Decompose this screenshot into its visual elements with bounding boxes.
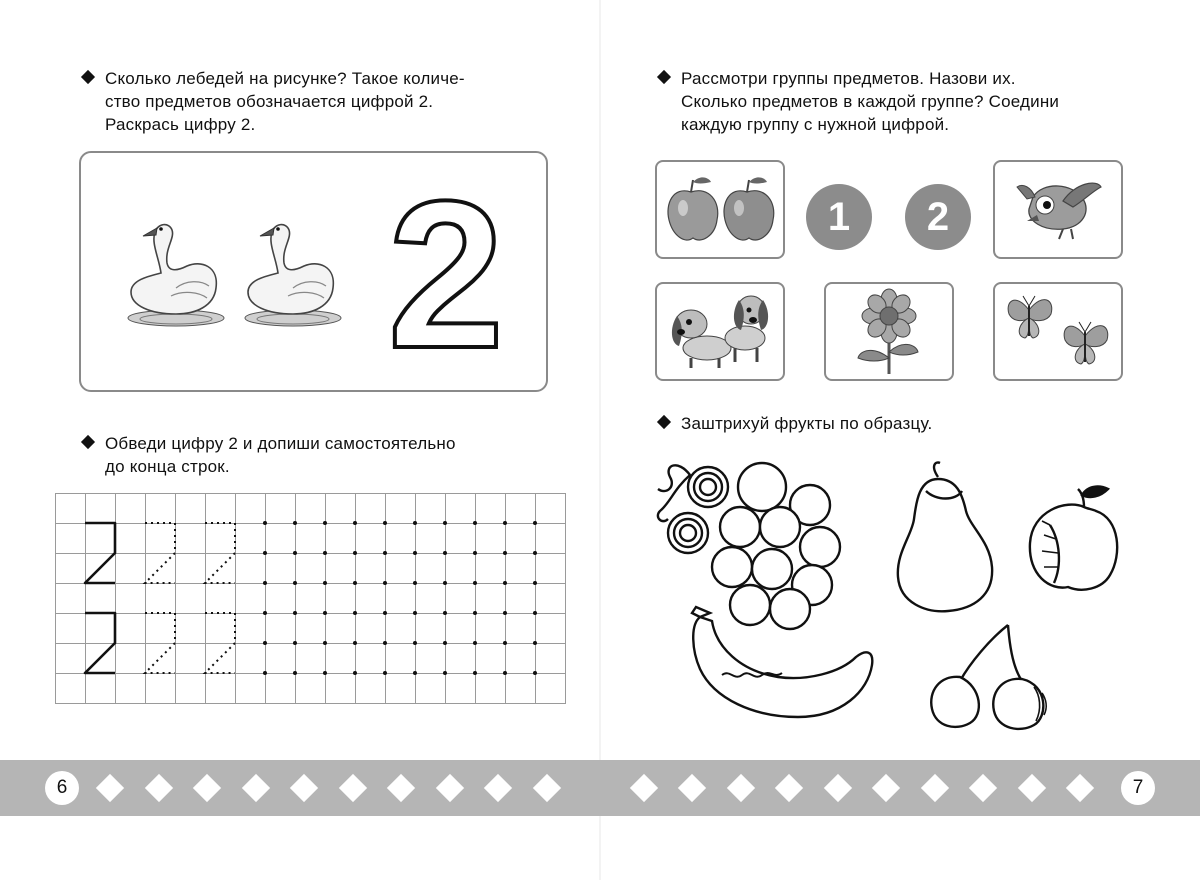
sample-digit-2 bbox=[85, 613, 115, 673]
guide-dot bbox=[353, 641, 357, 645]
guide-dot bbox=[383, 581, 387, 585]
guide-dot bbox=[443, 611, 447, 615]
pear-icon bbox=[898, 463, 992, 612]
guide-dot bbox=[413, 551, 417, 555]
task-text: Заштрихуй фрукты по образцу. bbox=[681, 414, 933, 433]
guide-dot bbox=[413, 581, 417, 585]
task-text: Обведи цифру 2 и допиши самостоятельно до конца строк. bbox=[105, 434, 456, 476]
footer-diamond bbox=[96, 774, 124, 802]
butterfly-icon bbox=[999, 290, 1117, 374]
guide-dot bbox=[533, 611, 537, 615]
guide-dot bbox=[293, 611, 297, 615]
grapes-icon bbox=[658, 463, 840, 629]
guide-dot bbox=[473, 551, 477, 555]
footer-diamond bbox=[290, 774, 318, 802]
guide-dot bbox=[263, 551, 267, 555]
task-trace-digit bbox=[105, 432, 525, 478]
card-apples[interactable] bbox=[655, 160, 785, 259]
guide-dot bbox=[533, 521, 537, 525]
footer-band bbox=[0, 760, 1200, 816]
page-number-right: 7 bbox=[1121, 771, 1155, 805]
card-bird[interactable] bbox=[993, 160, 1123, 259]
footer-diamond bbox=[484, 774, 512, 802]
guide-dot bbox=[263, 521, 267, 525]
footer-diamond bbox=[872, 774, 900, 802]
guide-dot bbox=[263, 641, 267, 645]
guide-dot bbox=[533, 641, 537, 645]
footer-diamond bbox=[532, 774, 560, 802]
guide-dot bbox=[473, 581, 477, 585]
guide-dot bbox=[413, 641, 417, 645]
guide-dot bbox=[353, 671, 357, 675]
guide-dot bbox=[353, 521, 357, 525]
right-page bbox=[600, 0, 1200, 880]
guide-dot bbox=[383, 641, 387, 645]
footer-diamond bbox=[338, 774, 366, 802]
guide-dot bbox=[353, 581, 357, 585]
guide-dot bbox=[263, 671, 267, 675]
footer-diamond bbox=[629, 774, 657, 802]
guide-dot bbox=[473, 641, 477, 645]
guide-dot bbox=[443, 581, 447, 585]
footer-diamond bbox=[144, 774, 172, 802]
footer-diamond bbox=[920, 774, 948, 802]
dog-icon bbox=[665, 288, 777, 374]
swan-icon bbox=[238, 218, 348, 330]
guide-dot bbox=[443, 641, 447, 645]
digit-circle-1[interactable]: 1 bbox=[806, 184, 872, 250]
guide-dot bbox=[503, 551, 507, 555]
footer-diamond bbox=[193, 774, 221, 802]
guide-dot bbox=[533, 581, 537, 585]
card-dogs[interactable] bbox=[655, 282, 785, 381]
guide-dot bbox=[293, 521, 297, 525]
guide-dot bbox=[383, 551, 387, 555]
guide-dot bbox=[413, 671, 417, 675]
footer-diamond bbox=[823, 774, 851, 802]
guide-dot bbox=[293, 671, 297, 675]
cherries-icon bbox=[931, 625, 1046, 729]
guide-dot bbox=[293, 641, 297, 645]
guide-dot bbox=[473, 521, 477, 525]
guide-dot bbox=[323, 611, 327, 615]
apple-icon bbox=[663, 174, 775, 246]
guide-dot bbox=[443, 551, 447, 555]
footer-diamond bbox=[726, 774, 754, 802]
guide-dot bbox=[503, 611, 507, 615]
digit-circle-2[interactable]: 2 bbox=[905, 184, 971, 250]
task-text: Рассмотри группы предметов. Назови их. Сколько предметов в каждой группе? Соедини каждую группу с нужной цифрой. bbox=[681, 69, 1060, 134]
bird-icon bbox=[1013, 177, 1105, 243]
big-digit-2: 2 bbox=[387, 185, 505, 360]
guide-dot bbox=[293, 551, 297, 555]
page-number-left: 6 bbox=[45, 771, 79, 805]
guide-dot bbox=[533, 671, 537, 675]
bullet-diamond bbox=[81, 435, 95, 449]
card-butterflies[interactable] bbox=[993, 282, 1123, 381]
card-flower[interactable] bbox=[824, 282, 954, 381]
guide-dot bbox=[383, 671, 387, 675]
guide-dot bbox=[353, 551, 357, 555]
footer-diamond bbox=[678, 774, 706, 802]
dotted-digit-2-group bbox=[145, 523, 235, 673]
guide-dot bbox=[323, 671, 327, 675]
guide-dot bbox=[503, 521, 507, 525]
guide-dot bbox=[323, 581, 327, 585]
guide-dot bbox=[383, 521, 387, 525]
bullet-diamond bbox=[657, 70, 671, 84]
task-match-groups bbox=[681, 67, 1121, 136]
guide-dot bbox=[263, 611, 267, 615]
footer-diamond bbox=[435, 774, 463, 802]
guide-dot bbox=[473, 611, 477, 615]
footer-diamond bbox=[775, 774, 803, 802]
flower-icon bbox=[854, 288, 924, 376]
guide-dot bbox=[383, 611, 387, 615]
guide-dot bbox=[533, 551, 537, 555]
task-text: Сколько лебедей на рисунке? Такое количе- ство предметов обозначается цифрой 2. Раскрась цифру 2. bbox=[105, 69, 465, 134]
bullet-diamond bbox=[657, 415, 671, 429]
guide-dot bbox=[413, 611, 417, 615]
footer-diamond bbox=[1066, 774, 1094, 802]
guide-dot bbox=[443, 521, 447, 525]
apple-outline-icon bbox=[1030, 487, 1117, 590]
guide-dot bbox=[323, 641, 327, 645]
swans-frame bbox=[79, 151, 548, 392]
guide-dot bbox=[413, 521, 417, 525]
guide-dot bbox=[323, 551, 327, 555]
guide-dot bbox=[443, 671, 447, 675]
guide-dot bbox=[503, 671, 507, 675]
guide-dot bbox=[323, 521, 327, 525]
guide-dot bbox=[353, 611, 357, 615]
fruits-outline-drawing[interactable] bbox=[630, 455, 1170, 745]
tracing-grid[interactable] bbox=[55, 493, 566, 704]
guide-dot bbox=[503, 581, 507, 585]
guide-dot bbox=[293, 581, 297, 585]
continuation-dots bbox=[263, 521, 537, 675]
footer-diamond bbox=[387, 774, 415, 802]
guide-dot bbox=[263, 581, 267, 585]
task-shade-fruits bbox=[681, 412, 1121, 435]
guide-dot bbox=[503, 641, 507, 645]
footer-diamond bbox=[1017, 774, 1045, 802]
swan-icon bbox=[121, 218, 231, 330]
guide-dot bbox=[473, 671, 477, 675]
big-digit-outline[interactable] bbox=[381, 185, 511, 360]
footer-diamond bbox=[969, 774, 997, 802]
sample-digit-2 bbox=[85, 523, 115, 583]
footer-diamond bbox=[241, 774, 269, 802]
bullet-diamond bbox=[81, 70, 95, 84]
tracing-guides bbox=[55, 493, 565, 703]
task-count-swans bbox=[105, 67, 525, 136]
